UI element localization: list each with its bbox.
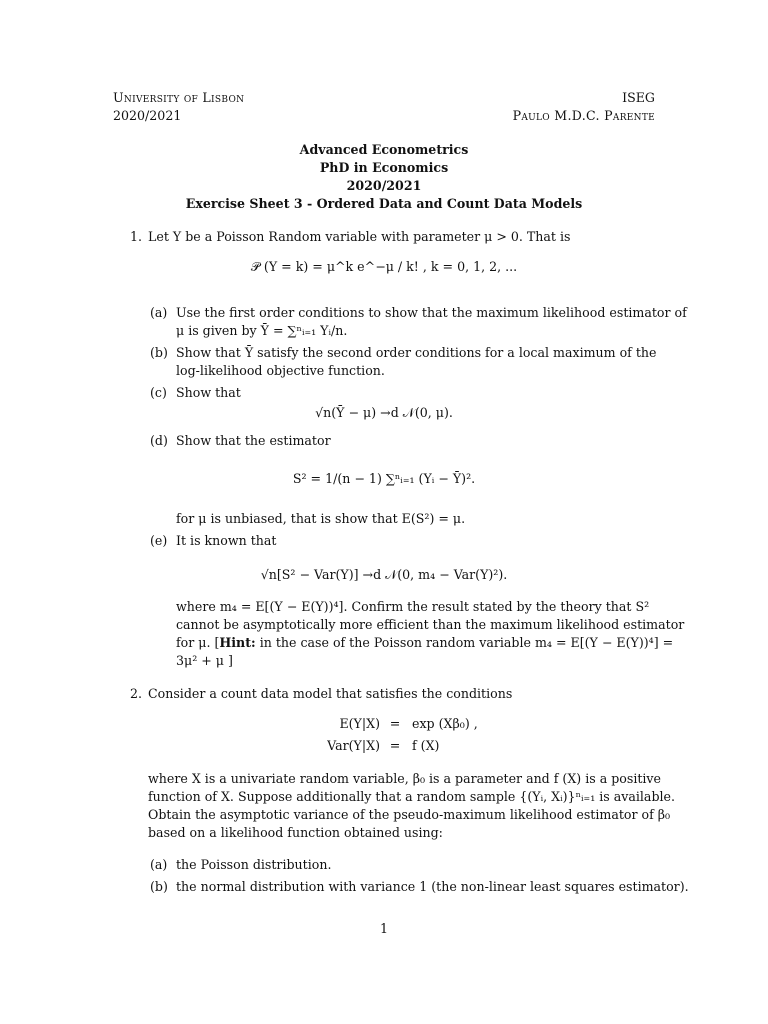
hint-label: Hint: [219, 635, 256, 650]
school-name: ISEG [622, 90, 655, 105]
q2-para-1: where X is a univariate random variable, β₀ is a parameter and f (X) is a positive [148, 771, 662, 786]
q1e-text-2: where m₄ = E[(Y − E(Y))⁴]. Confirm the result stated by the theory that S² [176, 599, 650, 614]
program-title: PhD in Economics [319, 160, 449, 175]
q1e-text-4 [176, 634, 673, 652]
q1c-label: (c) [150, 385, 167, 400]
title-year: 2020/2021 [346, 178, 422, 193]
q1a-label: (a) [150, 305, 168, 320]
q1d-label: (d) [150, 433, 168, 448]
q1-intro: Let Y be a Poisson Random variable with parameter μ > 0. That is [148, 229, 571, 244]
cond2-eq: = [389, 738, 401, 753]
cond1-eq: = [389, 716, 401, 731]
cond1-rhs: exp (Xβ₀) , [412, 716, 478, 731]
institution: University of Lisbon [113, 90, 245, 105]
q1d-equation: S² = 1/(n − 1) ∑ⁿᵢ₌₁ (Yᵢ − Ȳ)². [292, 471, 476, 486]
q2b-label: (b) [150, 879, 168, 894]
author-name: Paulo M.D.C. Parente [512, 108, 655, 123]
q2-para-2: function of X. Suppose additionally that a random sample {(Yᵢ, Xᵢ)}ⁿᵢ₌₁ is available. [148, 789, 675, 804]
q1a-text-2: μ is given by Ȳ = ∑ⁿᵢ₌₁ Yᵢ/n. [176, 323, 348, 338]
cond2-lhs: Var(Y|X) [327, 738, 380, 753]
page-number: 1 [379, 921, 388, 936]
q2-number: 2. [130, 686, 143, 701]
q1d-text-2: for μ is unbiased, that is show that E(S²) = μ. [176, 511, 466, 526]
q1e-text-1: It is known that [176, 533, 277, 548]
q2a-label: (a) [150, 857, 168, 872]
q1a-text-1: Use the first order conditions to show that the maximum likelihood estimator of [176, 305, 687, 320]
q1-pmf-equation: 𝒫 (Y = k) = μ^k e^−μ / k! , k = 0, 1, 2, ... [250, 259, 518, 274]
q1e-text-4-pre: for μ. [ [176, 635, 220, 650]
academic-year: 2020/2021 [113, 108, 182, 123]
q1e-text-5: 3μ² + μ ] [176, 653, 233, 668]
q1e-label: (e) [150, 533, 168, 548]
q2a-text: the Poisson distribution. [176, 857, 332, 872]
q2b-text: the normal distribution with variance 1 (the non-linear least squares estimator). [176, 879, 689, 894]
cond2-rhs: f (X) [412, 738, 440, 753]
q2-para-3: Obtain the asymptotic variance of the pseudo-maximum likelihood estimator of β₀ [148, 807, 671, 822]
q1c-equation: √n(Ȳ − μ) →d 𝒩(0, μ). [315, 405, 453, 420]
q1c-text: Show that [176, 385, 241, 400]
q1b-label: (b) [150, 345, 168, 360]
q2-intro: Consider a count data model that satisfies the conditions [148, 686, 513, 701]
q1e-equation: √n[S² − Var(Y)] →d 𝒩(0, m₄ − Var(Y)²). [260, 567, 508, 582]
q1e-text-4-post: in the case of the Poisson random variable m₄ = E[(Y − E(Y))⁴] = [255, 635, 674, 650]
q1b-text-2: log-likelihood objective function. [176, 363, 385, 378]
q1b-text-1: Show that Ȳ satisfy the second order conditions for a local maximum of the [176, 345, 657, 360]
q2-para-4: based on a likelihood function obtained using: [148, 825, 443, 840]
q1d-text-1: Show that the estimator [176, 433, 331, 448]
sheet-title: Exercise Sheet 3 - Ordered Data and Count Data Models [185, 196, 583, 211]
q1-number: 1. [130, 229, 143, 244]
course-title: Advanced Econometrics [299, 142, 469, 157]
q1e-text-3: cannot be asymptotically more efficient than the maximum likelihood estimator [176, 617, 685, 632]
cond1-lhs: E(Y|X) [339, 716, 380, 731]
